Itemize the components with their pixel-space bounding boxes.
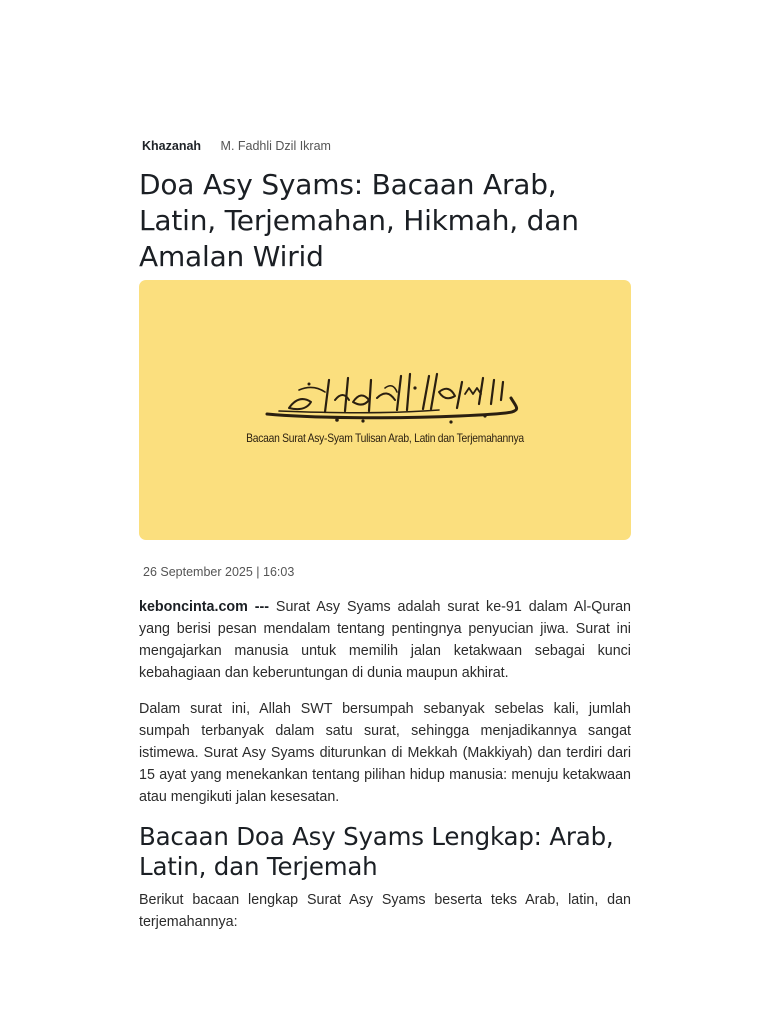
article-meta: [142, 139, 331, 153]
author-link[interactable]: M. Fadhli Dzil Ikram: [220, 139, 331, 153]
paragraph-intro: [139, 596, 631, 684]
section-heading: Bacaan Doa Asy Syams Lengkap: Arab, Latin, dan Terjemah: [139, 822, 614, 881]
category-link[interactable]: Khazanah: [142, 139, 202, 153]
hero-caption: Bacaan Surat Asy-Syam Tulisan Arab, Latin dan Terjemahannya: [246, 431, 524, 445]
bismillah-calligraphy-icon: [139, 280, 631, 540]
paragraph-section-intro: Berikut bacaan lengkap Surat Asy Syams beserta teks Arab, latin, dan terjemahannya:: [139, 892, 631, 930]
publish-time: 16:03: [263, 565, 295, 579]
publish-dateline: [143, 565, 294, 579]
publish-date: 26 September 2025 |: [143, 565, 260, 579]
paragraph-intro-text: Surat Asy Syams adalah surat ke-91 dalam Al-Quran yang berisi pesan mendalam tentang pentingnya penyucian jiwa. Surat ini mengajarkan manusia untuk memilih jalan ketakwaan sebagai kunci kebahagiaan dan keberuntungan di dunia maupun akhirat.: [139, 599, 631, 681]
paragraph-oaths: Dalam surat ini, Allah SWT bersumpah sebanyak sebelas kali, jumlah sumpah terbanyak dalam satu surat, sehingga menjadikannya sangat istimewa. Surat Asy Syams diturunkan di Mekkah (Makkiyah) dan terdiri dari 15 ayat yang menekankan tentang pilihan hidup manusia: menuju ketakwaan atau mengikuti jalan kesesatan.: [139, 701, 631, 805]
source-label: keboncinta.com ---: [139, 599, 270, 615]
article-title: Doa Asy Syams: Bacaan Arab, Latin, Terjemahan, Hikmah, dan Amalan Wirid: [139, 168, 579, 273]
hero-image: [139, 280, 631, 540]
